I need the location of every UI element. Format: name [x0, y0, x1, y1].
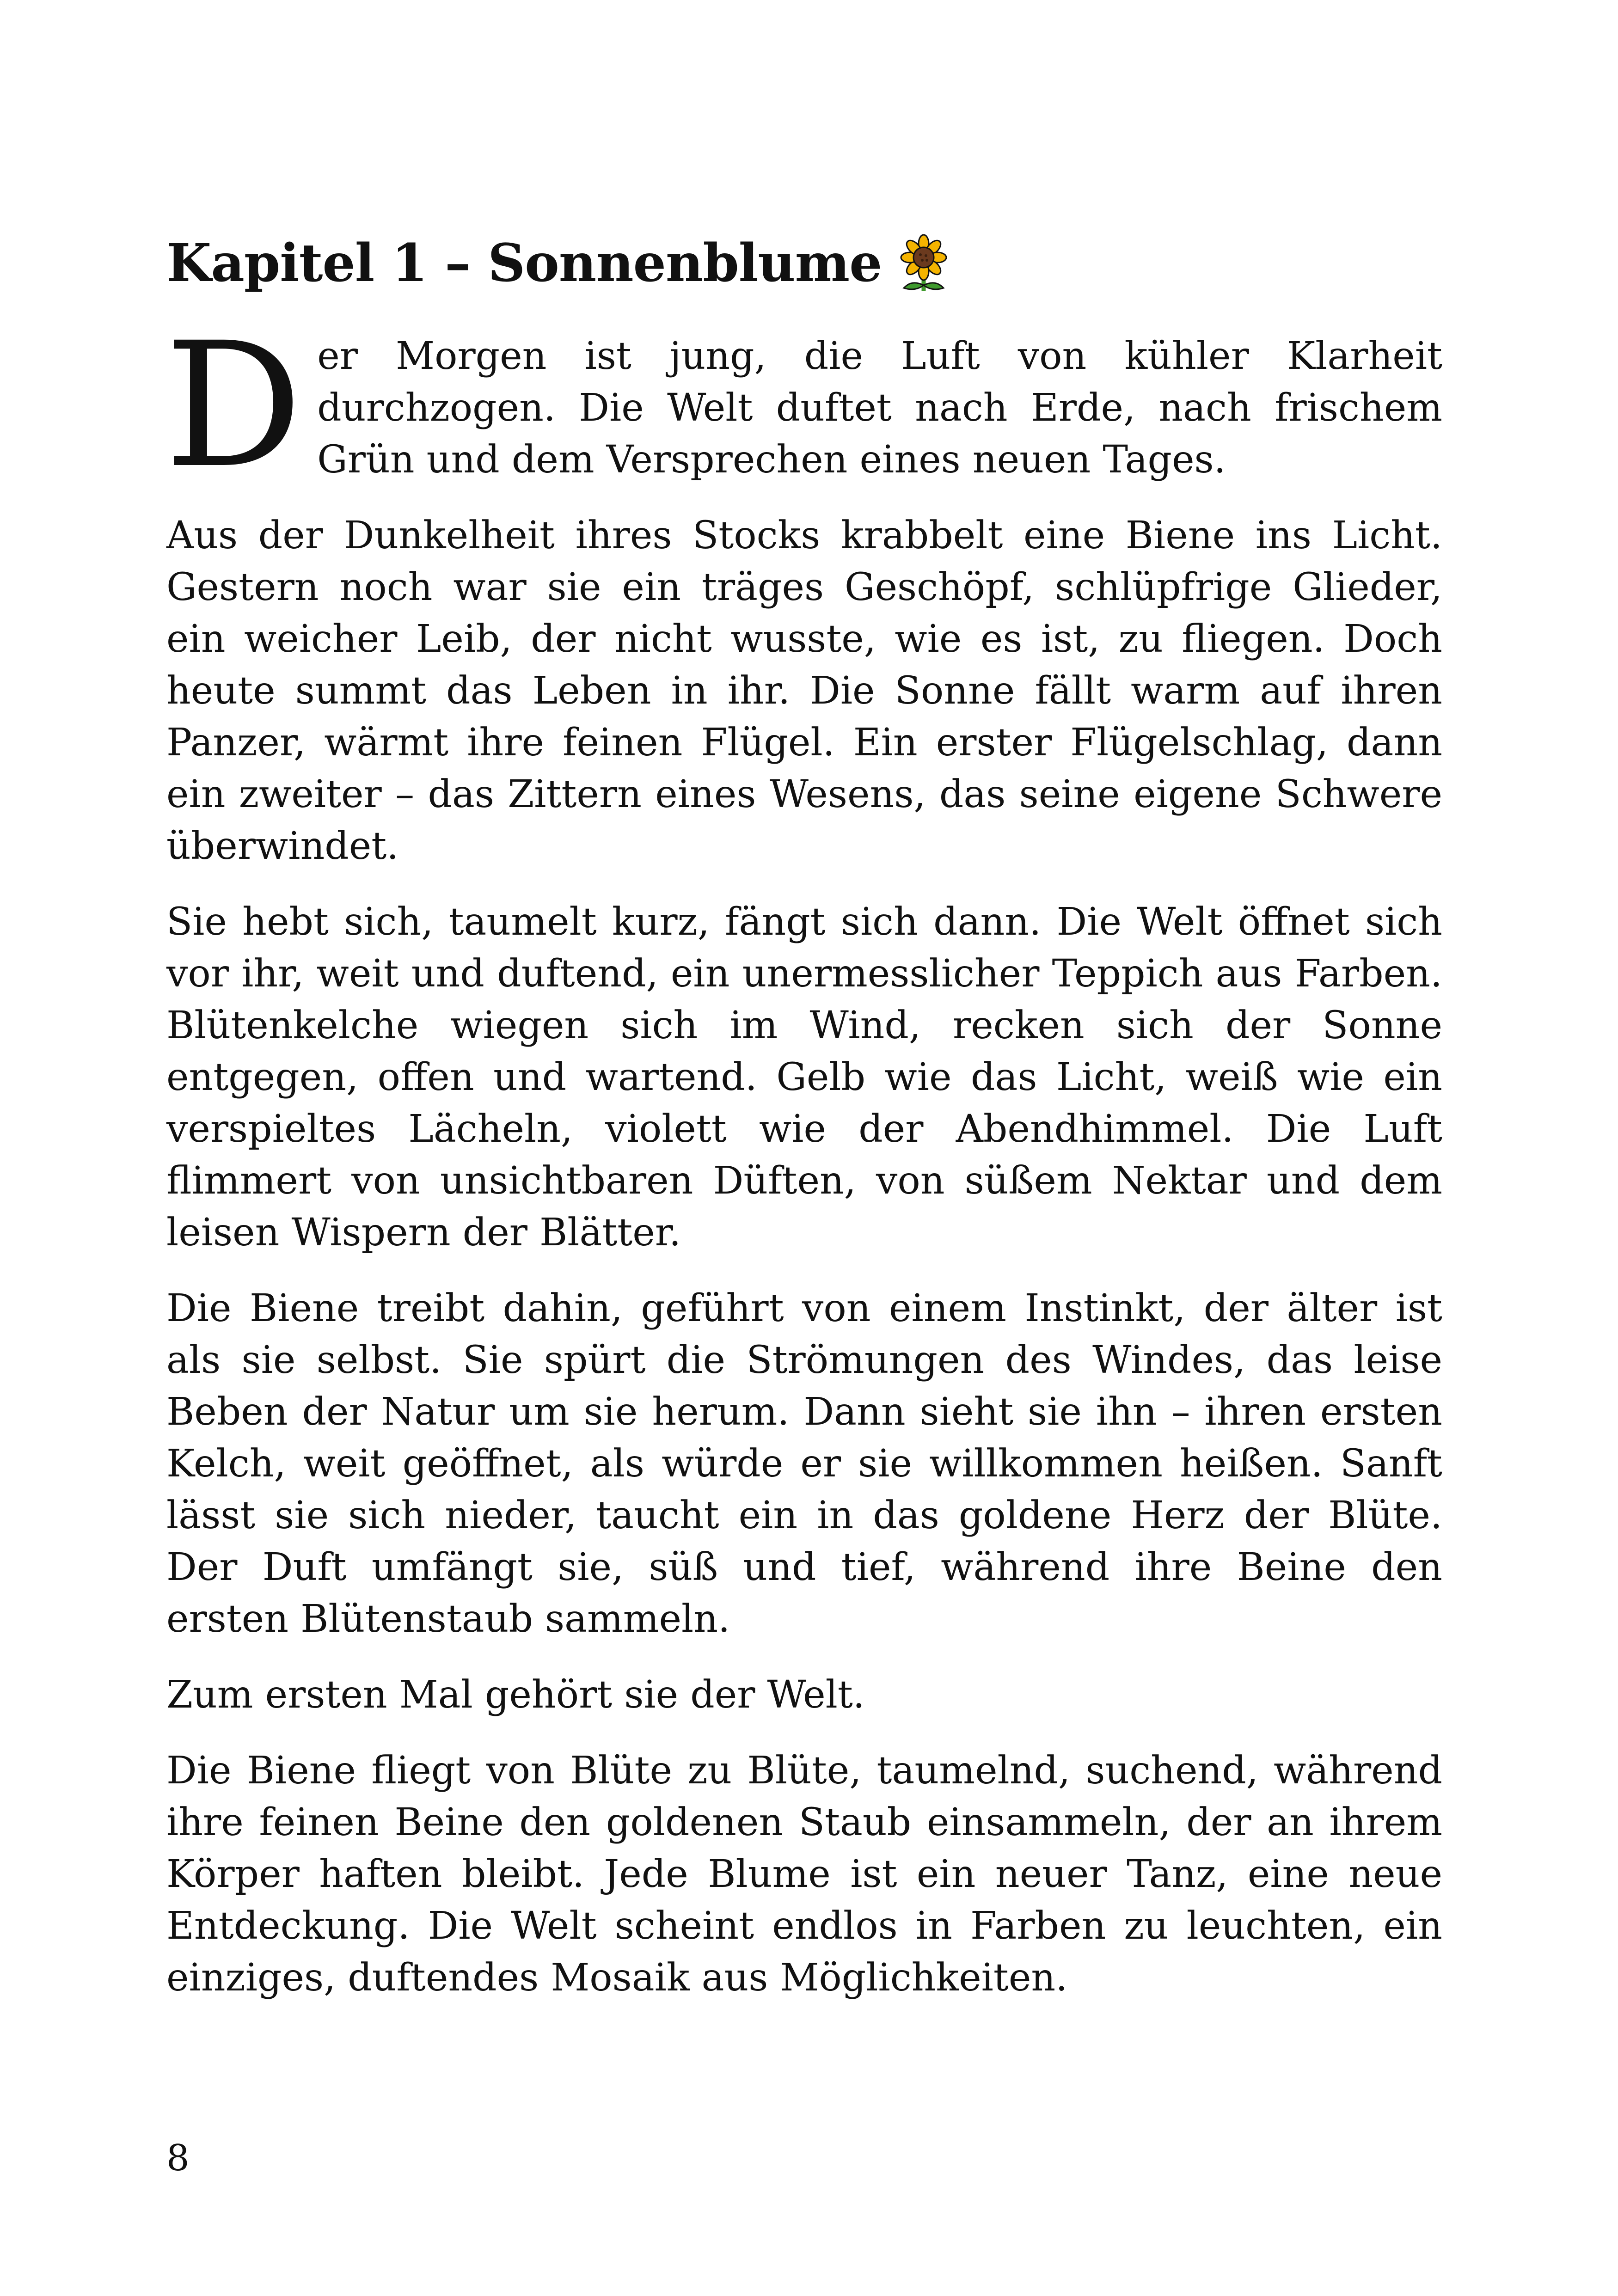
dropcap-letter: D — [165, 306, 303, 506]
paragraph-opening — [165, 306, 1442, 506]
chapter-body — [165, 306, 1442, 2028]
book-page — [166, 0, 1442, 2296]
paragraph: Die Biene fliegt von Blüte zu Blüte, taumelnd, suchend, während ihre feinen Beine den goldenen Staub einsammeln, der an ihrem Körper haften bleibt. Jede Blume ist ein neuer Tanz, eine neue Entdeckung. Die Welt scheint endlos in Farben zu leuchten, ein einziges, duftendes Mosaik aus Möglichkeiten. — [166, 1749, 1442, 2000]
chapter-title: Kapitel 1 – Sonnenblume — [166, 233, 882, 294]
paragraph: Sie hebt sich, taumelt kurz, fängt sich dann. Die Welt öffnet sich vor ihr, weit und duftend, ein unermesslicher Teppich aus Farben. Blütenkelche wiegen sich im Wind, recken sich der Sonne entgegen, offen und wartend. Gelb wie das Licht, weiß wie ein verspieltes Lächeln, violett wie der Abendhimmel. Die Luft flimmert von unsichtbaren Düften, von süßem Nektar und dem leisen Wispern der Blätter. — [166, 900, 1442, 1255]
chapter-heading — [166, 224, 1442, 303]
paragraph-text: er Morgen ist jung, die Luft von kühler Klarheit durchzogen. Die Welt duftet nach Erde, nach frischem Grün und dem Versprechen eines neuen Tages. — [317, 334, 1442, 482]
sunflower-icon — [894, 233, 954, 294]
paragraph: Aus der Dunkelheit ihres Stocks krabbelt eine Biene ins Licht. Gestern noch war sie ein träges Geschöpf, schlüpfrige Glieder, ein weicher Leib, der nicht wusste, wie es ist, zu fliegen. Doch heute summt das Leben in ihr. Die Sonne fällt warm auf ihren Panzer, wärmt ihre feinen Flügel. Ein erster Flügelschlag, dann ein zweiter – das Zittern eines Wesens, das seine eigene Schwere überwindet. — [166, 514, 1442, 868]
paragraph: Zum ersten Mal gehört sie der Welt. — [166, 1673, 865, 1717]
page-number: 8 — [166, 2137, 190, 2179]
paragraph: Die Biene treibt dahin, geführt von einem Instinkt, der älter ist als sie selbst. Sie spürt die Strömungen des Windes, das leise Beben der Natur um sie herum. Dann sieht sie ihn – ihren ersten Kelch, weit geöffnet, als würde er sie willkommen heißen. Sanft lässt sie sich nieder, taucht ein in das goldene Herz der Blüte. Der Duft umfängt sie, süß und tief, während ihre Beine den ersten Blütenstaub sammeln. — [166, 1286, 1442, 1641]
